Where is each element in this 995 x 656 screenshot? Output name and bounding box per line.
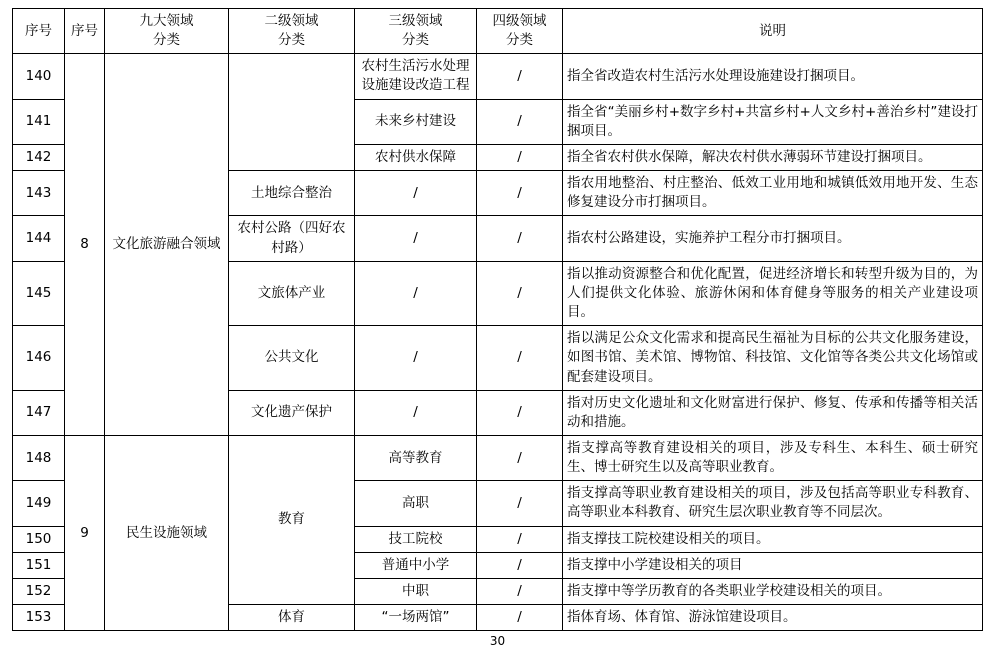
cell-level3: 高等教育 (355, 435, 477, 480)
cell-level2: 农村公路（四好农村路） (229, 216, 355, 261)
cell-level2: 土地综合整治 (229, 171, 355, 216)
cell-level3: 技工院校 (355, 526, 477, 552)
cell-description: 指支撑高等教育建设相关的项目，涉及专科生、本科生、硕士研究生、博士研究生以及高等职业教育。 (563, 435, 983, 480)
cell-description: 指支撑技工院校建设相关的项目。 (563, 526, 983, 552)
cell-level3: / (355, 261, 477, 325)
cell-level4: / (477, 390, 563, 435)
cell-seq: 150 (13, 526, 65, 552)
cell-level4: / (477, 326, 563, 390)
table-row (13, 54, 983, 99)
header-cell-level2: 二级领域 分类 (229, 9, 355, 54)
cell-seq: 153 (13, 605, 65, 631)
cell-description: 指以满足公众文化需求和提高民生福祉为目标的公共文化服务建设，如图书馆、美术馆、博物馆、科技馆、文化馆等各类公共文化场馆或配套建设项目。 (563, 326, 983, 390)
table-header (13, 9, 983, 54)
cell-level4: / (477, 216, 563, 261)
cell-level3: 普通中小学 (355, 552, 477, 578)
cell-level3: 农村供水保障 (355, 144, 477, 170)
field-classification-table (12, 8, 983, 631)
cell-group-num: 9 (65, 435, 105, 630)
header-cell-level4: 四级领域 分类 (477, 9, 563, 54)
cell-level3: 未来乡村建设 (355, 99, 477, 144)
cell-level2: 体育 (229, 605, 355, 631)
cell-seq: 140 (13, 54, 65, 99)
cell-seq: 147 (13, 390, 65, 435)
cell-level2: 教育 (229, 435, 355, 604)
cell-level4: / (477, 99, 563, 144)
cell-level2: 公共文化 (229, 326, 355, 390)
cell-level4: / (477, 552, 563, 578)
cell-seq: 148 (13, 435, 65, 480)
cell-level4: / (477, 605, 563, 631)
cell-level3: 高职 (355, 481, 477, 526)
cell-seq: 142 (13, 144, 65, 170)
cell-level2: 文旅体产业 (229, 261, 355, 325)
cell-description: 指体育场、体育馆、游泳馆建设项目。 (563, 605, 983, 631)
cell-level3: 中职 (355, 578, 477, 604)
cell-level4: / (477, 54, 563, 99)
table-body (13, 54, 983, 631)
cell-level2 (229, 54, 355, 171)
cell-level3: / (355, 171, 477, 216)
cell-seq: 146 (13, 326, 65, 390)
cell-level2: 文化遗产保护 (229, 390, 355, 435)
cell-description: 指对历史文化遗址和文化财富进行保护、修复、传承和传播等相关活动和措施。 (563, 390, 983, 435)
cell-level4: / (477, 481, 563, 526)
cell-level3: / (355, 216, 477, 261)
cell-level4: / (477, 526, 563, 552)
header-cell-level1: 九大领域 分类 (105, 9, 229, 54)
cell-seq: 149 (13, 481, 65, 526)
cell-description: 指全省农村供水保障，解决农村供水薄弱环节建设打捆项目。 (563, 144, 983, 170)
cell-level3: 农村生活污水处理设施建设改造工程 (355, 54, 477, 99)
cell-description: 指农村公路建设，实施养护工程分市打捆项目。 (563, 216, 983, 261)
cell-description: 指支撑高等职业教育建设相关的项目，涉及包括高等职业专科教育、高等职业本科教育、研究生层次职业教育等不同层次。 (563, 481, 983, 526)
cell-description: 指全省改造农村生活污水处理设施建设打捆项目。 (563, 54, 983, 99)
header-cell-description: 说明 (563, 9, 983, 54)
cell-level4: / (477, 144, 563, 170)
cell-level4: / (477, 261, 563, 325)
cell-level3: / (355, 390, 477, 435)
cell-level1: 民生设施领域 (105, 435, 229, 630)
cell-level1: 文化旅游融合领域 (105, 54, 229, 436)
cell-level4: / (477, 578, 563, 604)
cell-seq: 145 (13, 261, 65, 325)
cell-level3: / (355, 326, 477, 390)
cell-group-num: 8 (65, 54, 105, 436)
cell-description: 指农用地整治、村庄整治、低效工业用地和城镇低效用地开发、生态修复建设分市打捆项目。 (563, 171, 983, 216)
cell-level4: / (477, 435, 563, 480)
cell-seq: 143 (13, 171, 65, 216)
cell-seq: 144 (13, 216, 65, 261)
header-cell-level3: 三级领域 分类 (355, 9, 477, 54)
cell-description: 指全省“美丽乡村+数字乡村+共富乡村+人文乡村+善治乡村”建设打捆项目。 (563, 99, 983, 144)
header-cell-num: 序号 (65, 9, 105, 54)
header-cell-seq: 序号 (13, 9, 65, 54)
cell-level3: “一场两馆” (355, 605, 477, 631)
cell-seq: 141 (13, 99, 65, 144)
cell-seq: 151 (13, 552, 65, 578)
cell-description: 指支撑中等学历教育的各类职业学校建设相关的项目。 (563, 578, 983, 604)
cell-seq: 152 (13, 578, 65, 604)
table-header-row (13, 9, 983, 54)
page-number: 30 (489, 634, 506, 648)
cell-level4: / (477, 171, 563, 216)
table-row (13, 435, 983, 480)
cell-description: 指以推动资源整合和优化配置，促进经济增长和转型升级为目的，为人们提供文化体验、旅游休闲和体育健身等服务的相关产业建设项目。 (563, 261, 983, 325)
cell-description: 指支撑中小学建设相关的项目 (563, 552, 983, 578)
